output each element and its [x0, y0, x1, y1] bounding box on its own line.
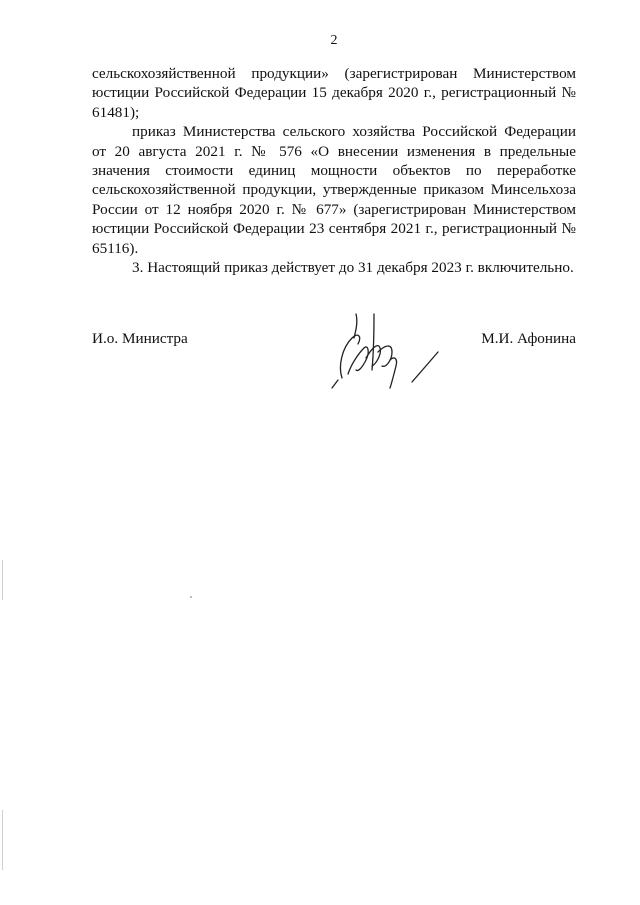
- page-number: 2: [330, 33, 338, 48]
- paragraph-prior-order-end: сельскохозяйственной продукции» (зарегистрирован Министерством юстиции Российской Федерации 15 декабря 2020 г., регистрационный № 61481);: [92, 65, 576, 121]
- signatory-name: М.И. Афонина: [481, 330, 576, 347]
- scan-edge-mark: [2, 560, 3, 600]
- signature-block: [92, 330, 576, 410]
- paragraph-validity-clause: 3. Настоящий приказ действует до 31 декабря 2023 г. включительно.: [132, 259, 574, 277]
- scan-dust-mark: [190, 596, 192, 598]
- paragraph-order-576: приказ Министерства сельского хозяйства Российской Федерации от 20 августа 2021 г. № 576 «О внесении изменения в предельные значения стоимости единиц мощности объектов по переработке сельскохозяйственной продукции, утвержденные приказом Минсельхоза России от 12 ноября 2020 г. № 677» (зарегистрирован Министерством юстиции Российской Федерации 23 сентября 2021 г., регистрационный № 65116).: [92, 123, 576, 257]
- handwritten-signature: [312, 308, 452, 398]
- signatory-title: И.о. Министра: [92, 330, 188, 347]
- document-body: [92, 64, 576, 277]
- scan-edge-mark: [2, 810, 3, 870]
